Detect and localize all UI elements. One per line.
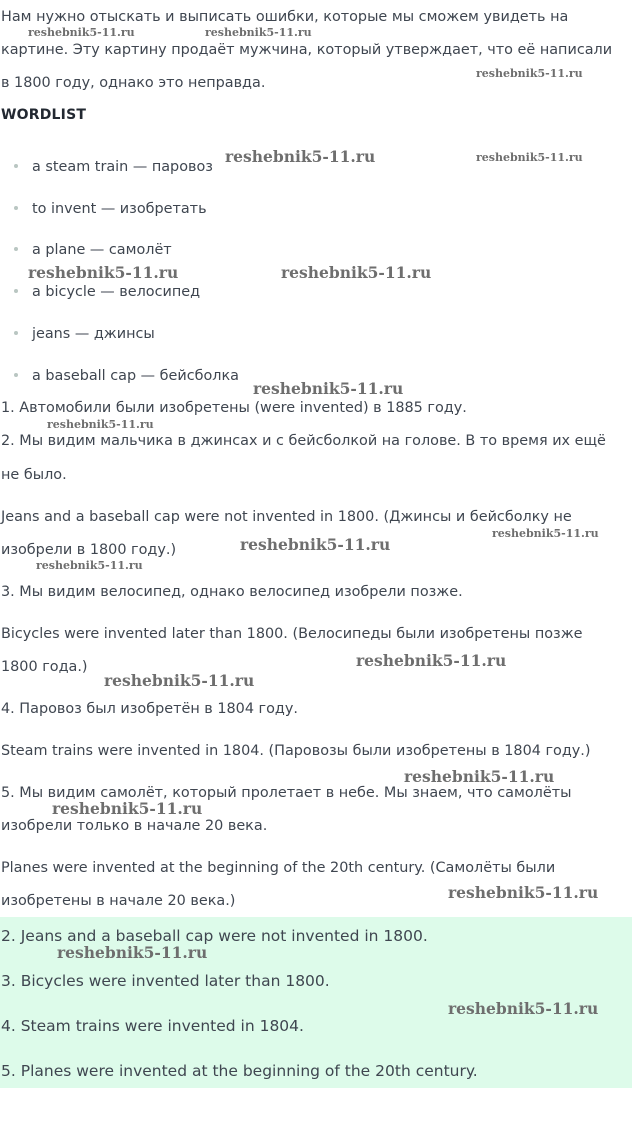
wordlist-item-text: a plane — самолёт <box>32 242 172 258</box>
bullet-icon <box>14 247 18 251</box>
bullet-icon <box>14 289 18 293</box>
watermark: reshebnik5-11.ru <box>28 263 179 282</box>
body-line: изобрели в 1800 году.) <box>1 542 177 558</box>
wordlist-item <box>14 240 172 260</box>
body-line: 3. Мы видим велосипед, однако велосипед изобрели позже. <box>1 584 463 600</box>
bullet-icon <box>14 373 18 377</box>
intro-line: картине. Эту картину продаёт мужчина, который утверждает, что её написали <box>1 42 613 58</box>
watermark: reshebnik5-11.ru <box>492 527 599 540</box>
bullet-icon <box>14 206 18 210</box>
watermark: reshebnik5-11.ru <box>448 883 599 902</box>
wordlist-item <box>14 157 213 177</box>
body-line: 2. Мы видим мальчика в джинсах и с бейсболкой на голове. В то время их ещё <box>1 433 606 449</box>
watermark: reshebnik5-11.ru <box>28 26 135 39</box>
wordlist-item-text: a bicycle — велосипед <box>32 284 201 300</box>
bullet-icon <box>14 331 18 335</box>
body-line: Jeans and a baseball cap were not invented in 1800. (Джинсы и бейсболку не <box>1 509 572 525</box>
answer-line: 4. Steam trains were invented in 1804. <box>1 1017 304 1035</box>
intro-line: в 1800 году, однако это неправда. <box>1 75 266 91</box>
watermark: reshebnik5-11.ru <box>225 147 376 166</box>
watermark: reshebnik5-11.ru <box>52 799 203 818</box>
watermark: reshebnik5-11.ru <box>253 379 404 398</box>
watermark: reshebnik5-11.ru <box>404 767 555 786</box>
body-line: 1800 года.) <box>1 659 88 675</box>
body-line: изобрели только в начале 20 века. <box>1 818 268 834</box>
body-line: не было. <box>1 467 67 483</box>
body-line: Bicycles were invented later than 1800. (Велосипеды были изобретены позже <box>1 626 583 642</box>
answer-line: 2. Jeans and a baseball cap were not invented in 1800. <box>1 927 428 945</box>
body-line: 5. Мы видим самолёт, который пролетает в небе. Мы знаем, что самолёты <box>1 785 572 801</box>
wordlist-item-text: a baseball cap — бейсболка <box>32 368 240 384</box>
intro-line: Нам нужно отыскать и выписать ошибки, которые мы сможем увидеть на <box>1 9 569 25</box>
watermark: reshebnik5-11.ru <box>240 535 391 554</box>
watermark: reshebnik5-11.ru <box>36 559 143 572</box>
wordlist-item <box>14 282 200 302</box>
body-line: 1. Автомобили были изобретены (were invented) в 1885 году. <box>1 400 467 416</box>
wordlist-item <box>14 324 155 344</box>
watermark: reshebnik5-11.ru <box>104 671 255 690</box>
body-line: Steam trains were invented in 1804. (Паровозы были изобретены в 1804 году.) <box>1 743 591 759</box>
watermark: reshebnik5-11.ru <box>356 651 507 670</box>
wordlist-item-text: jeans — джинсы <box>32 326 155 342</box>
body-line: изобретены в начале 20 века.) <box>1 893 236 909</box>
wordlist-item <box>14 366 239 386</box>
watermark: reshebnik5-11.ru <box>476 67 583 80</box>
watermark: reshebnik5-11.ru <box>448 999 599 1018</box>
bullet-icon <box>14 164 18 168</box>
wordlist-heading: WORDLIST <box>1 107 87 123</box>
body-line: Planes were invented at the beginning of the 20th century. (Самолёты были <box>1 860 556 876</box>
watermark: reshebnik5-11.ru <box>476 151 583 164</box>
body-line: 4. Паровоз был изобретён в 1804 году. <box>1 701 298 717</box>
wordlist-item-text: a steam train — паровоз <box>32 159 213 175</box>
watermark: reshebnik5-11.ru <box>57 943 208 962</box>
wordlist-item-text: to invent — изобретать <box>32 201 207 217</box>
wordlist-item <box>14 199 207 219</box>
watermark: reshebnik5-11.ru <box>205 26 312 39</box>
watermark: reshebnik5-11.ru <box>47 418 154 431</box>
watermark: reshebnik5-11.ru <box>281 263 432 282</box>
answer-line: 3. Bicycles were invented later than 1800. <box>1 972 330 990</box>
answer-line: 5. Planes were invented at the beginning of the 20th century. <box>1 1062 478 1080</box>
